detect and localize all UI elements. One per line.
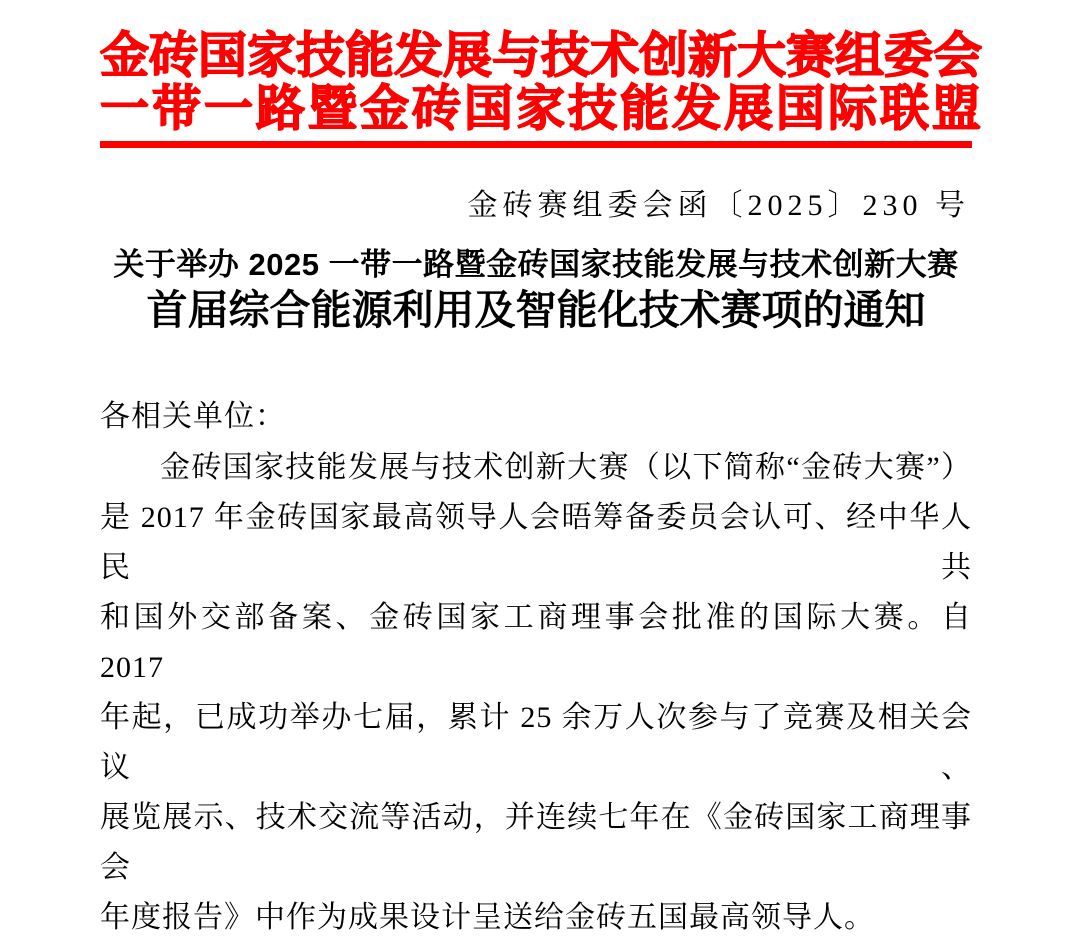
paragraph-line: 金砖国家技能发展与技术创新大赛（以下简称“金砖大赛”）: [160, 451, 972, 484]
document-number: 金砖赛组委会函〔2025〕230 号: [467, 189, 970, 222]
paragraph-line: 年度报告》中作为成果设计呈送给金砖五国最高领导人。: [100, 901, 875, 934]
notice-body: [100, 391, 972, 943]
notice-title-line1: 关于举办 2025 一带一路暨金砖国家技能发展与技术创新大赛: [113, 247, 959, 282]
notice-title: [100, 246, 972, 334]
paragraph-line: 年起，已成功举办七届，累计 25 余万人次参与了竞赛及相关会议、: [100, 701, 972, 784]
letterhead-divider-rule: [100, 141, 972, 148]
paragraph-1: [100, 443, 972, 943]
letterhead-org-line1: 金砖国家技能发展与技术创新大赛组委会: [100, 28, 983, 83]
notice-title-line2: 首届综合能源利用及智能化技术赛项的通知: [146, 287, 926, 333]
paragraph-line: 和国外交部备案、金砖国家工商理事会批准的国际大赛。自 2017: [100, 601, 972, 684]
salutation: 各相关单位：: [100, 400, 286, 433]
paragraph-line: 是 2017 年金砖国家最高领导人会晤筹备委员会认可、经中华人民共: [100, 501, 972, 584]
paragraph-line: 展览展示、技术交流等活动，并连续七年在《金砖国家工商理事会: [100, 801, 972, 884]
letterhead: [100, 28, 985, 148]
letterhead-org-line2: 一带一路暨金砖国家技能发展国际联盟: [100, 81, 985, 136]
